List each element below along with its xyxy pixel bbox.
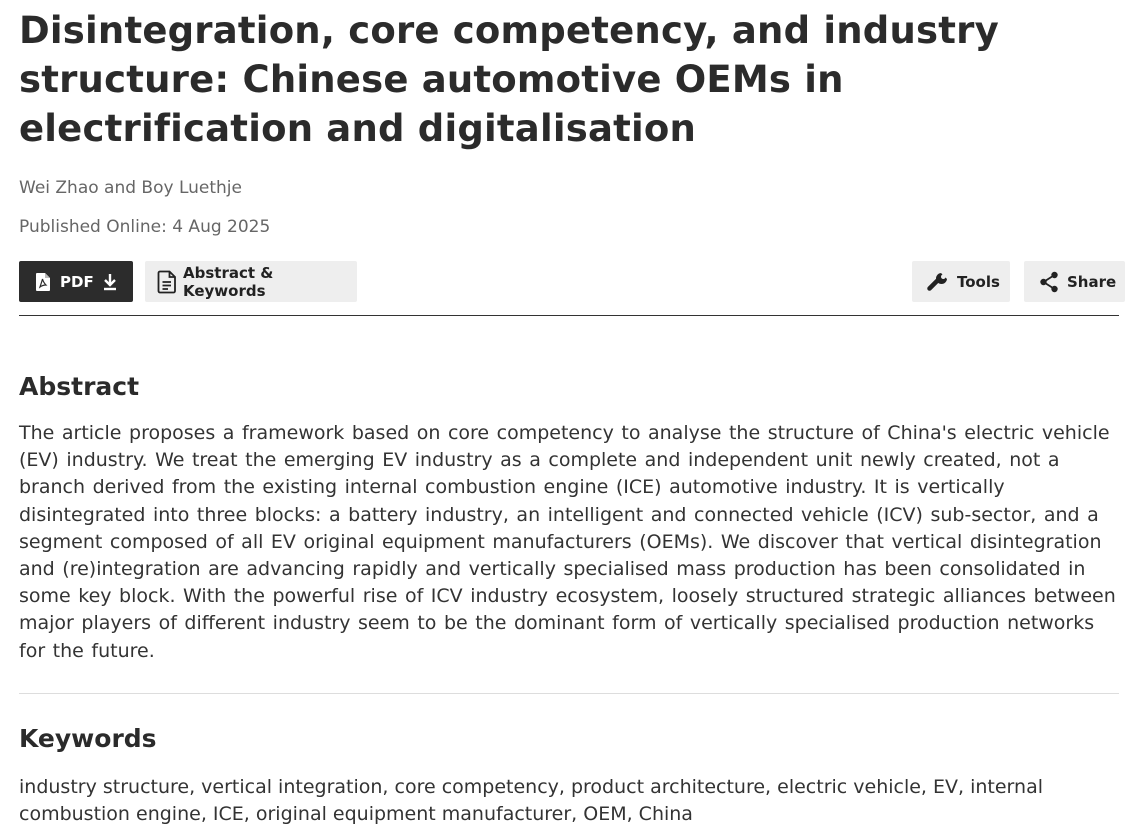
pdf-file-icon [35, 273, 51, 291]
wrench-icon [927, 271, 949, 293]
article-authors: Wei Zhao and Boy Luethje [19, 178, 242, 198]
article-toolbar [19, 261, 1119, 302]
share-button-label: Share [1067, 272, 1117, 291]
share-button[interactable] [1024, 261, 1125, 302]
abstract-keywords-button[interactable] [145, 261, 357, 302]
article-title: Disintegration, core competency, and industry structure: Chinese automotive OEMs in electrification and digitalisation [19, 9, 999, 150]
abstract-heading: Abstract [19, 372, 140, 401]
tools-button-label: Tools [957, 272, 1000, 291]
section-divider [19, 693, 1119, 694]
keywords-text: industry structure, vertical integration, core competency, product architecture, electric vehicle, EV, internal combustion engine, ICE, original equipment manufacturer, OEM, China [19, 775, 1043, 826]
tools-button[interactable] [912, 261, 1010, 302]
document-icon [157, 270, 177, 294]
pdf-download-button[interactable] [19, 261, 133, 302]
publication-date: Published Online: 4 Aug 2025 [19, 217, 271, 237]
abstract-keywords-label: Abstract & Keywords [183, 263, 274, 300]
pdf-button-label: PDF [60, 272, 94, 291]
download-arrow-icon [102, 273, 118, 291]
abstract-text: The article proposes a framework based on core competency to analyse the structure of China's electric vehicle (EV) industry. We treat the emerging EV industry as a complete and independent unit newly created, not a branch derived from the existing internal combustion engine (ICE) automotive industry. It is vertically disintegrated into three blocks: a battery industry, an intelligent and connected vehicle (ICV) sub-sector, and a segment composed of all EV original equipment manufacturers (OEMs). We discover that vertical disintegration and (re)integration are advancing rapidly and vertically specialised mass production has been consolidated in some key block. With the powerful rise of ICV industry ecosystem, loosely structured strategic alliances between major players of different industry seem to be the dominant form of vertically specialised production networks for the future. [19, 422, 1116, 662]
keywords-heading: Keywords [19, 723, 157, 753]
share-icon [1039, 271, 1059, 293]
toolbar-divider [19, 315, 1119, 316]
